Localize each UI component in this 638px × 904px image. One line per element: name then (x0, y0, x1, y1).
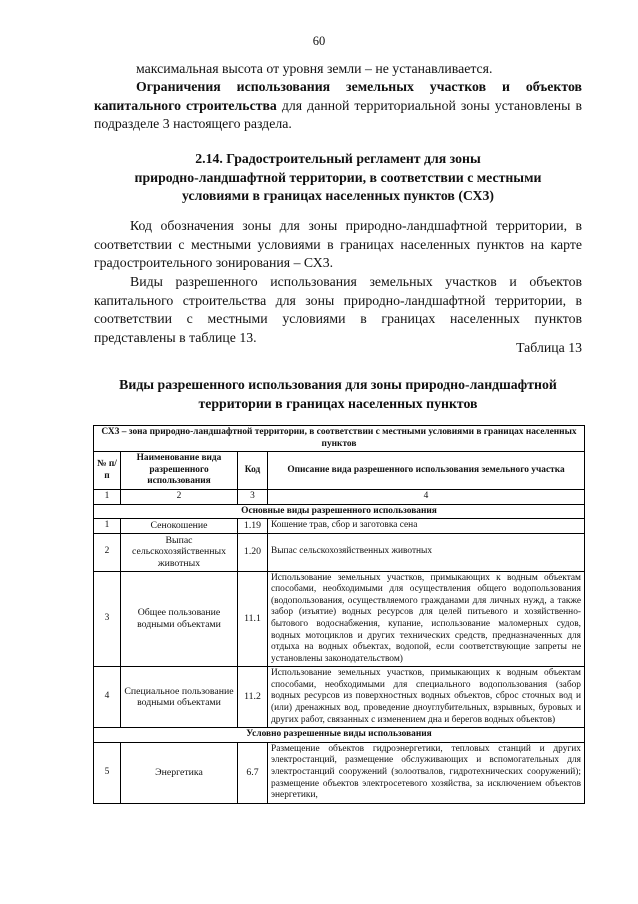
paragraph-permitted-uses: Виды разрешенного использования земельных участков и объектов капитального строительства для зоны природно-ландшафтной территории, в соответствии с местными условиями в границах населенных пунктов представлены в таблице 13. (94, 274, 582, 345)
page-number: 60 (312, 34, 326, 48)
row-number: 4 (94, 667, 121, 728)
row-description: Выпас сельскохозяйственных животных (268, 533, 585, 571)
row-number: 1 (94, 519, 121, 534)
row-code: 11.2 (238, 667, 268, 728)
column-header-name: Наименование вида разрешенного использования (121, 452, 238, 490)
permitted-uses-table (93, 425, 585, 804)
table-row (94, 533, 585, 571)
restrictions-rest-text: для данной территориальной зоны установлены в подразделе 3 настоящего раздела. (94, 97, 582, 131)
row-description: Использование земельных участков, примыкающих к водным объектам способами, необходимыми для осуществления общего водопользования (водопользования, осуществляемого гражданами для личных нужд, а также забор (изъятие) водных ресурсов для целей питьевого и хозяйственно-бытового водоснабжения, купание, использование маломерных судов, водных мотоциклов и других технических средств, предназначенных для отдыха на водных объектах, водопой, если соответствующие запреты не установлены законодательством) (268, 571, 585, 667)
section-row-conditional-uses: Условно разрешенные виды использования (94, 728, 585, 743)
row-use-name: Сенокошение (121, 519, 238, 534)
paragraph-zone-code: Код обозначения зоны для зоны природно-ландшафтной территории, в соответствии с местными условиями в границах населенных пунктов на карте градостроительного зонирования – СХ3. (94, 218, 582, 270)
row-use-name: Специальное пользование водными объектами (121, 667, 238, 728)
table-row (94, 742, 585, 803)
row-number: 5 (94, 742, 121, 803)
paragraph-height-limit: максимальная высота от уровня земли – не устанавливается. (136, 61, 493, 76)
column-index: 3 (238, 489, 268, 504)
row-description: Использование земельных участков, примыкающих к водным объектам способами, необходимыми для специального водопользования (забор водных ресурсов из поверхностных водных объектов, сброс сточных вод и (или) дренажных вод, проведение дноуглубительных, взрывных, буровых и других работ, связанных с изменением дна и берегов водных объектов) (268, 667, 585, 728)
row-description: Размещение объектов гидроэнергетики, тепловых станций и других электростанций, размещение обслуживающих и вспомогательных для электростанций сооружений (золоотвалов, гидротехнических сооружений); размещение объектов электросетевого хозяйства, за исключением объектов энергетики, (268, 742, 585, 803)
row-number: 2 (94, 533, 121, 571)
row-description: Кошение трав, сбор и заготовка сена (268, 519, 585, 534)
zone-header-cell: СХ3 – зона природно-ландшафтной территории, в соответствии с местными условиями в границах населенных пунктов (94, 426, 585, 452)
column-index: 2 (121, 489, 238, 504)
column-header-code: Код (238, 452, 268, 490)
row-code: 11.1 (238, 571, 268, 667)
table-row (94, 667, 585, 728)
row-code: 6.7 (238, 742, 268, 803)
row-use-name: Выпас сельскохозяйственных животных (121, 533, 238, 571)
table-row (94, 519, 585, 534)
restrictions-bold-text: Ограничения использования земельных участков и объектов капитального строительства (94, 79, 582, 113)
section-heading-line: условиями в границах населенных пунктов (СХ3) (182, 188, 494, 203)
column-header-description: Описание вида разрешенного использования земельного участка (268, 452, 585, 490)
paragraph-restrictions (94, 78, 582, 134)
section-heading-line: природно-ландшафтной территории, в соответствии с местными (134, 169, 542, 185)
section-row-main-uses: Основные виды разрешенного использования (94, 504, 585, 519)
table-row (94, 571, 585, 667)
column-header-number: № п/п (94, 452, 121, 490)
section-heading-line: 2.14. Градостроительный регламент для зоны (195, 151, 481, 166)
table-caption: Таблица 13 (516, 340, 582, 355)
row-code: 1.19 (238, 519, 268, 534)
row-code: 1.20 (238, 533, 268, 571)
section-heading (94, 150, 582, 206)
row-number: 3 (94, 571, 121, 667)
column-index: 4 (268, 489, 585, 504)
table-title-line: территории в границах населенных пунктов (198, 395, 478, 411)
row-use-name: Энергетика (121, 742, 238, 803)
row-use-name: Общее пользование водными объектами (121, 571, 238, 667)
table-title (90, 376, 586, 413)
table-title-line: Виды разрешенного использования для зоны природно-ландшафтной (119, 377, 557, 392)
column-index: 1 (94, 489, 121, 504)
